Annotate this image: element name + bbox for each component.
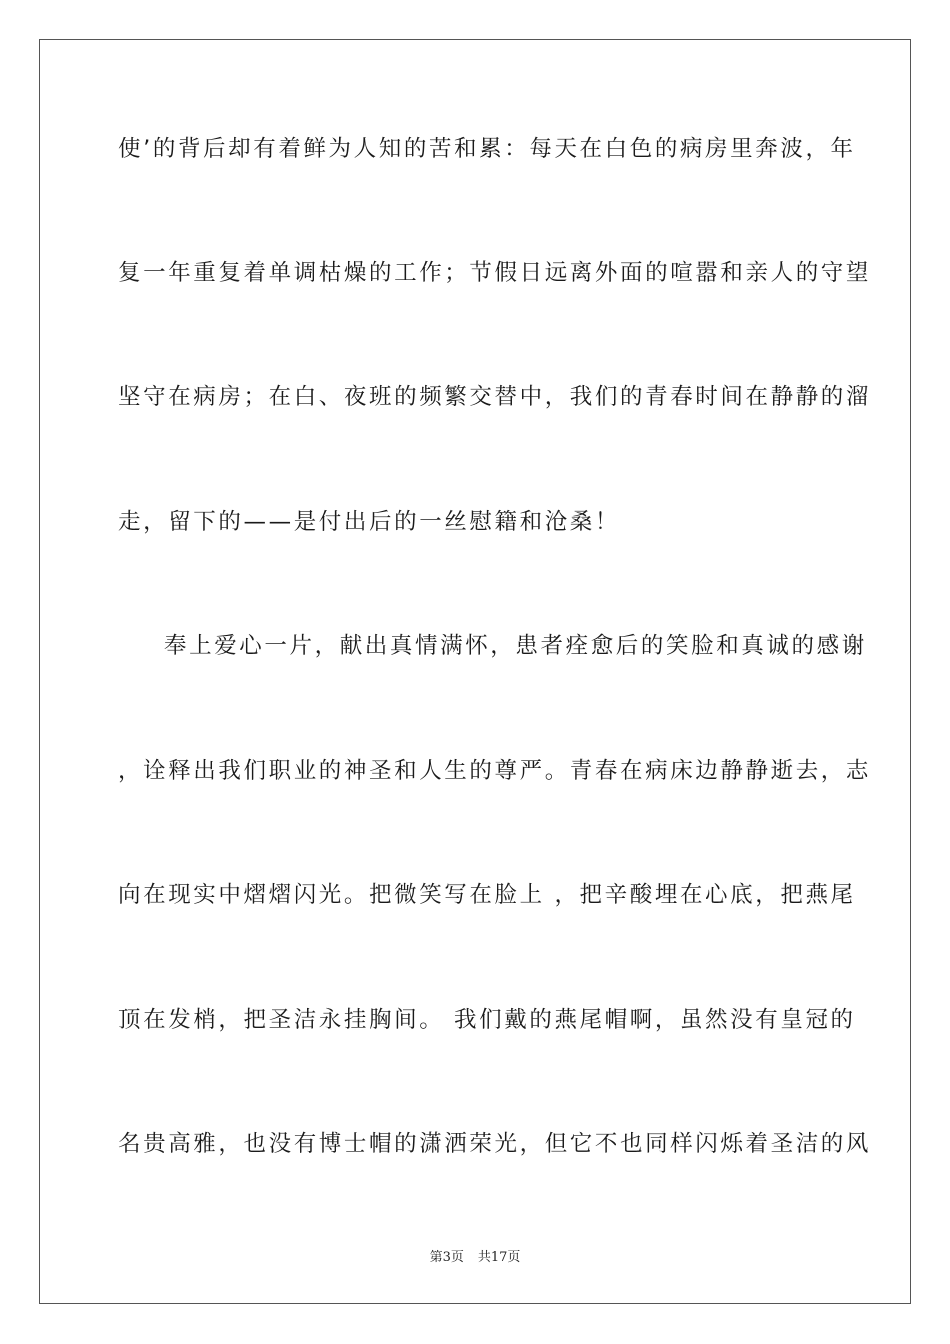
page-total: 共17页 bbox=[477, 1250, 521, 1265]
text-line: 顶在发梢，把圣洁永挂胸间。 我们戴的燕尾帽啊，虽然没有皇冠的 bbox=[118, 1007, 856, 1033]
page-border bbox=[39, 39, 911, 1304]
page-number: 第3页 bbox=[429, 1250, 464, 1265]
paragraph-first-line: 奉上爱心一片，献出真情满怀，患者痊愈后的笑脸和真诚的感谢 bbox=[164, 633, 867, 659]
text-line: 走，留下的——是付出后的一丝慰籍和沧桑！ bbox=[118, 509, 621, 535]
text-line: ，诠释出我们职业的神圣和人生的尊严。青春在病床边静静逝去，志 bbox=[118, 758, 872, 784]
text-line: 坚守在病房；在白、夜班的频繁交替中，我们的青春时间在静静的溜 bbox=[118, 384, 872, 410]
page-footer bbox=[0, 1246, 950, 1265]
text-line: 使’的背后却有着鲜为人知的苦和累：每天在白色的病房里奔波，年 bbox=[118, 136, 856, 162]
text-line: 复一年重复着单调枯燥的工作；节假日远离外面的喧嚣和亲人的守望 bbox=[118, 260, 872, 286]
text-line: 名贵高雅，也没有博士帽的潇洒荣光，但它不也同样闪烁着圣洁的风 bbox=[118, 1131, 872, 1157]
text-line: 向在现实中熠熠闪光。把微笑写在脸上 ，把辛酸埋在心底，把燕尾 bbox=[118, 882, 856, 908]
